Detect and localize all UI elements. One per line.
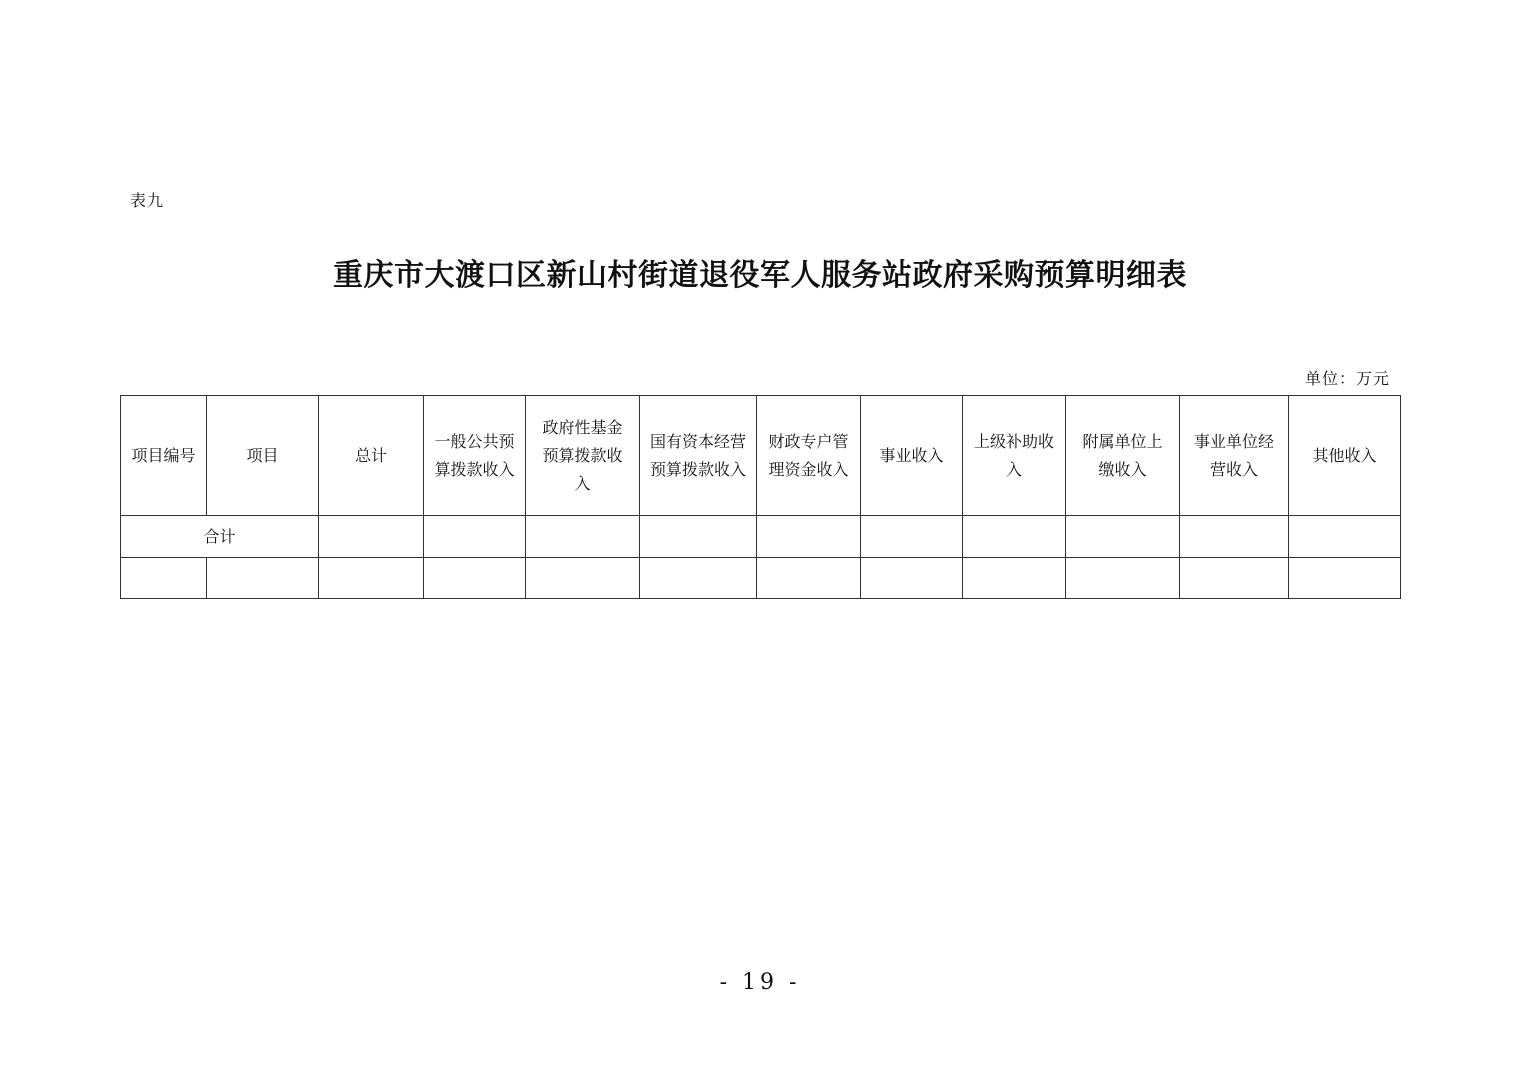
header-business-income: 事业收入 (861, 396, 963, 516)
total-cell (1180, 516, 1289, 558)
table-row (121, 558, 1401, 599)
total-cell (424, 516, 526, 558)
table-cell (319, 558, 424, 599)
header-other-income: 其他收入 (1289, 396, 1401, 516)
unit-label: 单位：万元 (1304, 369, 1390, 388)
header-general-budget: 一般公共预算拨款收入 (424, 396, 526, 516)
table-cell (207, 558, 319, 599)
header-superior-subsidy: 上级补助收入 (963, 396, 1066, 516)
total-cell (861, 516, 963, 558)
total-label: 合计 (121, 516, 319, 558)
document-title: 重庆市大渡口区新山村街道退役军人服务站政府采购预算明细表 (333, 258, 1187, 293)
header-total: 总计 (319, 396, 424, 516)
total-cell (1289, 516, 1401, 558)
table-cell (963, 558, 1066, 599)
table-label: 表九 (130, 191, 165, 210)
header-item: 项目 (207, 396, 319, 516)
table-header-row (121, 396, 1401, 516)
page-number: - 19 - (719, 970, 801, 995)
table-cell (1066, 558, 1180, 599)
procurement-budget-table (120, 395, 1401, 599)
table-cell (757, 558, 861, 599)
table-cell (121, 558, 207, 599)
header-gov-fund-budget: 政府性基金预算拨款收入 (526, 396, 640, 516)
total-row (121, 516, 1401, 558)
total-cell (319, 516, 424, 558)
header-state-capital-budget: 国有资本经营预算拨款收入 (640, 396, 757, 516)
header-operating-income: 事业单位经营收入 (1180, 396, 1289, 516)
total-cell (757, 516, 861, 558)
header-subsidiary-remittance: 附属单位上缴收入 (1066, 396, 1180, 516)
table-cell (1289, 558, 1401, 599)
table-cell (1180, 558, 1289, 599)
total-cell (640, 516, 757, 558)
header-special-account: 财政专户管理资金收入 (757, 396, 861, 516)
total-cell (1066, 516, 1180, 558)
table-cell (526, 558, 640, 599)
total-cell (526, 516, 640, 558)
table-cell (640, 558, 757, 599)
total-cell (963, 516, 1066, 558)
table-cell (424, 558, 526, 599)
header-item-code: 项目编号 (121, 396, 207, 516)
table-cell (861, 558, 963, 599)
